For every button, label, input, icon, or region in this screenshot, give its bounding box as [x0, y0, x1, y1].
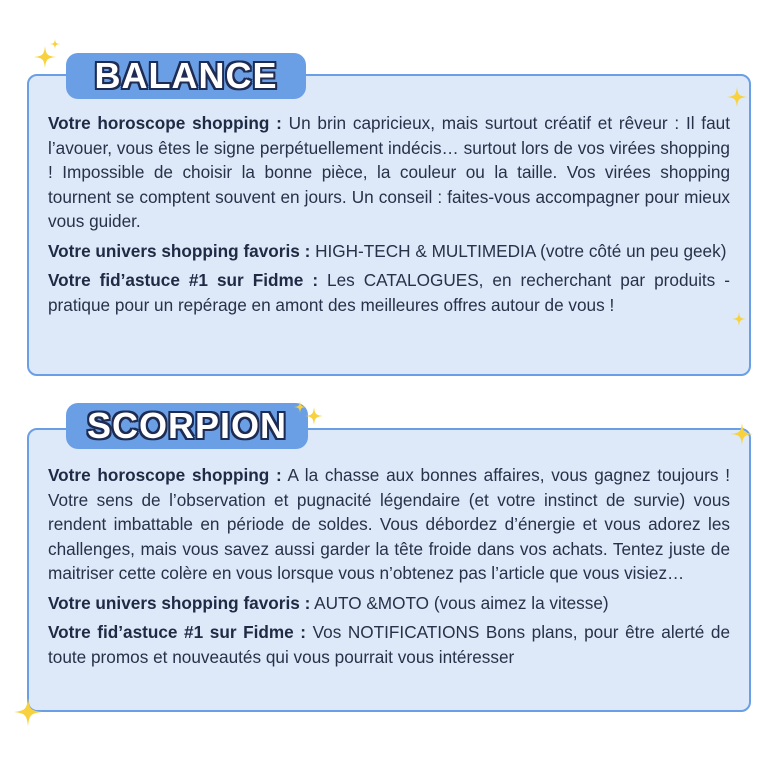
- scorpion-content: [48, 463, 730, 674]
- scorpion-title-badge: [66, 403, 308, 449]
- sparkle-icon: [732, 310, 746, 328]
- balance-astuce-label: Votre fid’astuce #1 sur Fidme :: [48, 270, 319, 290]
- scorpion-title: SCORPION: [86, 405, 288, 446]
- scorpion-univers-text: AUTO &MOTO (vous aimez la vitesse): [310, 592, 609, 613]
- balance-content: [48, 111, 730, 322]
- sparkle-icon: [14, 694, 42, 730]
- sparkle-icon: [50, 38, 60, 50]
- balance-horoscope-text: Un brin capricieux, mais surtout créatif et rêveur : Il faut l’avouer, vous êtes le signe perpétuellement indécis… surtout lors de vos virées shopping ! Impossible de choisir la bonne pièce, la couleur ou la taille. Vos virées shopping tournent se comptent souvent en jours. Un conseil : faites-vous accompagner pour mieux vous guider.: [48, 113, 730, 231]
- balance-title: BALANCE: [94, 55, 278, 96]
- balance-univers-paragraph: [48, 239, 730, 264]
- scorpion-horoscope-label: Votre horoscope shopping :: [48, 465, 282, 485]
- scorpion-astuce-label: Votre fid’astuce #1 sur Fidme :: [48, 622, 307, 642]
- balance-univers-label: Votre univers shopping favoris :: [48, 240, 311, 261]
- scorpion-horoscope-paragraph: [48, 463, 730, 586]
- sparkle-icon: [305, 405, 323, 427]
- balance-astuce-paragraph: [48, 268, 730, 317]
- scorpion-univers-paragraph: [48, 591, 730, 616]
- scorpion-univers-label: Votre univers shopping favoris :: [48, 592, 311, 613]
- balance-title-badge: [66, 53, 306, 99]
- sparkle-icon: [731, 419, 753, 449]
- balance-horoscope-paragraph: [48, 111, 730, 234]
- scorpion-astuce-text: Vos NOTIFICATIONS Bons plans, pour être alerté de toute promos et nouveautés qui vous pourrait vous intéresser: [48, 622, 730, 667]
- balance-astuce-text: Les CATALOGUES, en recherchant par produits - pratique pour un repérage en amont des meilleures offres autour de vous !: [48, 270, 730, 315]
- sparkle-icon: [727, 84, 747, 110]
- scorpion-horoscope-text: A la chasse aux bonnes affaires, vous gagnez toujours ! Votre sens de l’observation et pugnacité légendaire (et votre instinct de survie) vous rendent imbattable en période de soldes. Vous débordez d’énergie et vous adorez les challenges, mais vous savez aussi garder la tête froide dans vos achats. Tentez juste de maitriser cette colère en vous lorsque vous n’obtenez pas l’article que vous visiez…: [48, 465, 730, 583]
- balance-horoscope-label: Votre horoscope shopping :: [48, 113, 282, 133]
- scorpion-astuce-paragraph: [48, 620, 730, 669]
- balance-univers-text: HIGH-TECH & MULTIMEDIA (votre côté un peu geek): [310, 240, 727, 261]
